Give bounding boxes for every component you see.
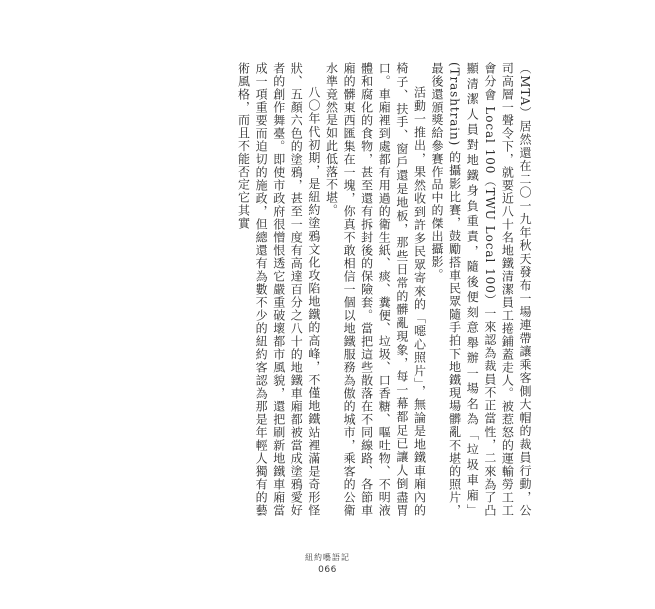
paragraph-3: 八〇年代初期，是紐約塗鴉文化攻陷地鐵的高峰，不僅地鐵站裡滿是奇形怪狀、五顏六色的塗鴉，甚至一度有高達百分之八十的地鐵車廂都被當成塗鴉愛好者的創作舞臺。即使市政府很憎恨透它嚴重破壞都市風貌，還把刷新地鐵車廂當成一項重要而迫切的施政，但總還有為數不少的紐約客認為那是年輕人獨有的藝術風格，而且不能否定它其實 [236, 62, 321, 517]
vertical-text-body [234, 62, 533, 517]
paragraph-2: 活動一推出，果然收到許多民眾寄來的「噁心照片」，無論是地鐵車廂內的椅子、扶手、窗戶還是地板，那些日常的髒亂現象，每一幕都足已讓人倒盡胃口。車廂裡到處都有用過的衛生紙、痰、糞便、垃圾、口香糖、嘔吐物、不明液體和腐化的食物，甚至還有拆封後的保險套。當把這些散落在不同線路、各節車廂的髒東西匯集在一塊，你真不敢相信一個以地鐵服務為傲的城市，乘客的公衛水準竟然是如此低落不堪。 [324, 62, 427, 517]
page-number: 066 [318, 565, 337, 575]
paragraph-1: （MTA）居然還在二〇一九年秋天發布一場連帶讓乘客側大帽的裁員行動，公司高層一聲令下，就要近八十名地鐵清潔員工捲鋪蓋走人。被惹怒的運輸勞工工會分會 Local 100（TWU Local 100）一來認為裁員不正當性，二來為了凸顯清潔人員對地鐵身負重責，隨後便刻意舉辦一場名為「垃圾車廂」(Trashtrain) 的攝影比賽，鼓勵搭車民眾隨手拍下地鐵現場髒亂不堪的照片，最後還頒獎給參賽作品中的傑出攝影。 [430, 62, 532, 517]
running-footer-title: 紐約囈語記 [305, 553, 350, 562]
